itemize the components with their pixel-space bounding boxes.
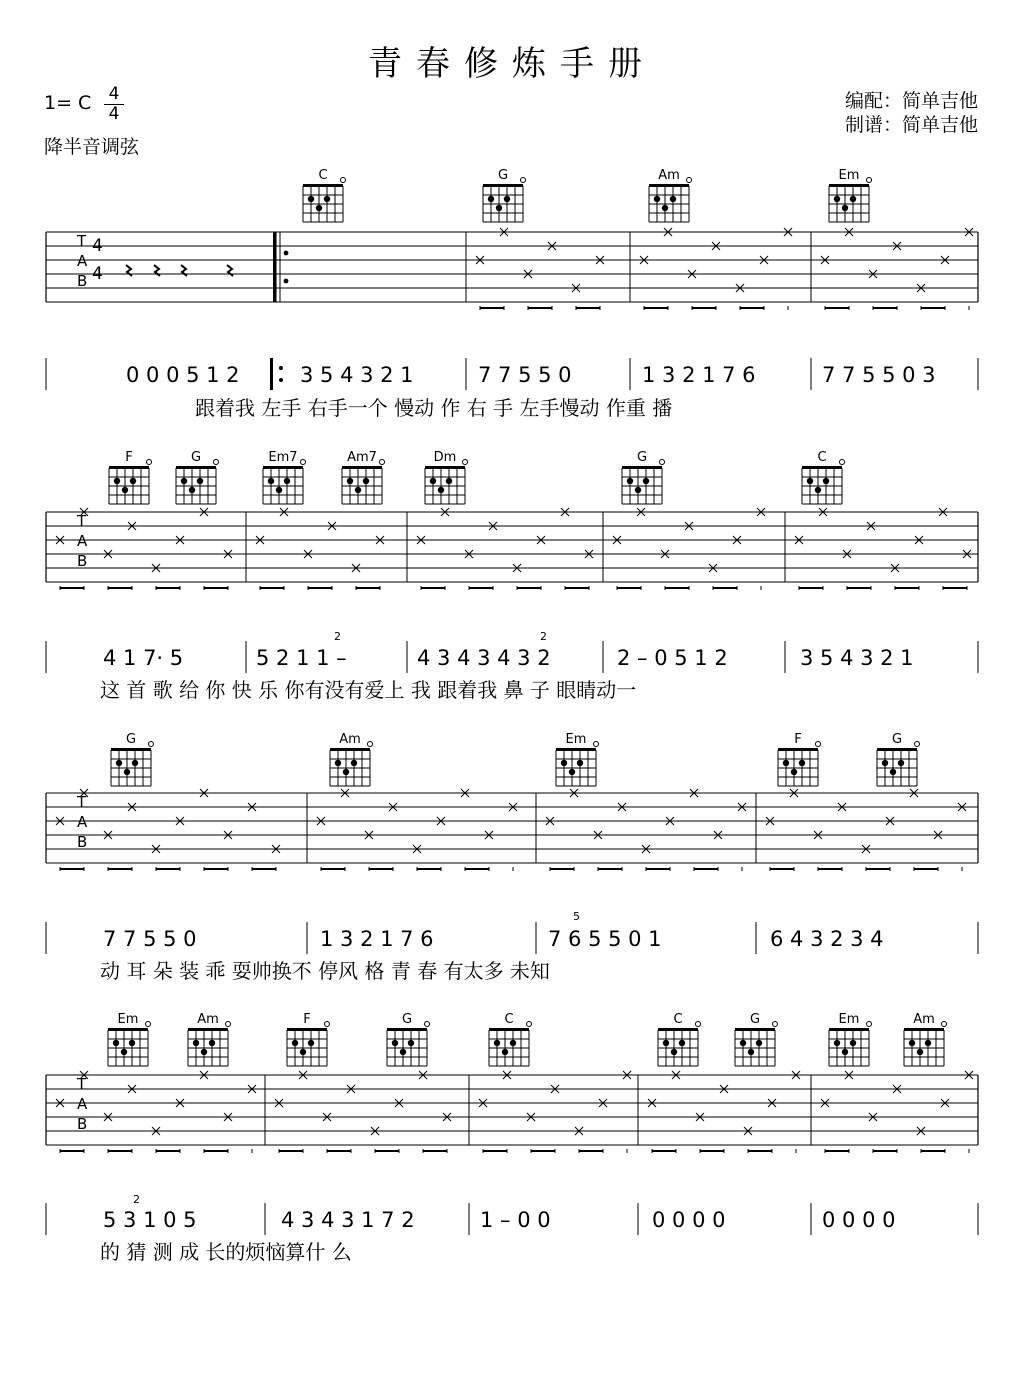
tab-clef-letter: B — [77, 272, 88, 290]
chord-finger-dot — [335, 760, 341, 766]
chord-finger-dot — [116, 760, 122, 766]
chord-finger-dot — [408, 1040, 414, 1046]
tab-clef-letter: B — [77, 833, 88, 851]
chord-name: G — [636, 450, 648, 465]
open-string-marker — [425, 1022, 430, 1027]
chord-finger-dot — [494, 1040, 500, 1046]
jianpu-measure: 1 3 2 1 7 6 — [320, 927, 434, 951]
open-string-marker — [380, 460, 385, 465]
jianpu-measure: 5 3 1 0 5 — [103, 1208, 197, 1232]
chord-finger-dot — [842, 1049, 848, 1055]
chord-diagram — [556, 742, 599, 787]
chord-finger-dot — [823, 478, 829, 484]
chord-finger-dot — [791, 769, 797, 775]
chord-finger-dot — [113, 1040, 119, 1046]
repeat-start-barline — [270, 358, 273, 390]
tab-time-signature: 4 — [92, 264, 103, 284]
chord-name: Am — [197, 1012, 219, 1027]
chord-finger-dot — [308, 1040, 314, 1046]
chord-nut — [263, 466, 303, 469]
tab-clef-letter: T — [77, 512, 87, 530]
chord-diagram — [188, 1022, 231, 1067]
chord-diagram — [425, 460, 468, 505]
chord-finger-dot — [842, 205, 848, 211]
key-signature: 1= C — [44, 92, 92, 114]
chord-finger-dot — [122, 487, 128, 493]
chord-finger-dot — [679, 1040, 685, 1046]
chord-finger-dot — [268, 478, 274, 484]
time-signature-bottom: 4 — [108, 104, 120, 124]
chord-finger-dot — [756, 1040, 762, 1046]
chord-finger-dot — [643, 478, 649, 484]
open-string-marker — [527, 1022, 532, 1027]
chord-nut — [330, 748, 370, 751]
arranger-credit: 编配：简单吉他 — [844, 90, 978, 112]
chord-finger-dot — [909, 1040, 915, 1046]
chord-diagram — [108, 1022, 151, 1067]
chord-finger-dot — [740, 1040, 746, 1046]
chord-finger-dot — [488, 196, 494, 202]
chord-finger-dot — [276, 487, 282, 493]
transcriber-credit: 制谱：简单吉他 — [844, 114, 978, 136]
open-string-marker — [915, 742, 920, 747]
open-string-marker — [226, 1022, 231, 1027]
chord-name: Em — [838, 1012, 860, 1027]
chord-diagram — [109, 460, 152, 505]
jianpu-measure: 5 2 1 1 – — [256, 646, 347, 670]
chord-name: C — [817, 450, 827, 465]
chord-nut — [829, 184, 869, 187]
open-string-marker — [149, 742, 154, 747]
open-string-marker — [341, 178, 346, 183]
chord-finger-dot — [882, 760, 888, 766]
chord-nut — [111, 748, 151, 751]
chord-finger-dot — [663, 1040, 669, 1046]
chord-name: Em — [838, 168, 860, 183]
chord-finger-dot — [496, 205, 502, 211]
grace-note: 2 — [133, 1193, 140, 1206]
chord-finger-dot — [316, 205, 322, 211]
open-string-marker — [146, 1022, 151, 1027]
chord-finger-dot — [510, 1040, 516, 1046]
chord-finger-dot — [783, 760, 789, 766]
jianpu-measure: 1 3 2 1 7 6 — [642, 363, 756, 387]
chord-diagram — [735, 1022, 778, 1067]
chord-name: Dm — [433, 450, 457, 465]
chord-nut — [829, 1028, 869, 1031]
chord-finger-dot — [193, 1040, 199, 1046]
jianpu-measure: 0 0 0 0 — [822, 1208, 896, 1232]
jianpu-measure: 3 5 4 3 2 1 — [300, 363, 414, 387]
chord-nut — [904, 1028, 944, 1031]
chord-finger-dot — [748, 1049, 754, 1055]
jianpu-measure: 4 1 7· 5 — [103, 646, 184, 670]
tab-clef-letter: A — [77, 813, 88, 831]
chord-nut — [483, 184, 523, 187]
tab-clef-letter: B — [77, 552, 88, 570]
chord-diagram — [829, 1022, 872, 1067]
score-system-4 — [46, 1012, 978, 1264]
chord-finger-dot — [132, 760, 138, 766]
chord-nut — [802, 466, 842, 469]
chord-name: G — [190, 450, 202, 465]
chord-finger-dot — [627, 478, 633, 484]
jianpu-measure: 3 5 4 3 2 1 — [800, 646, 914, 670]
open-string-marker — [687, 178, 692, 183]
chord-nut — [649, 184, 689, 187]
open-string-marker — [147, 460, 152, 465]
repeat-dot — [284, 251, 289, 256]
open-string-marker — [867, 1022, 872, 1027]
chord-name: G — [401, 1012, 413, 1027]
chord-diagram — [176, 460, 219, 505]
chord-finger-dot — [355, 487, 361, 493]
chord-finger-dot — [284, 478, 290, 484]
chord-diagram — [111, 742, 154, 787]
chord-diagram — [802, 460, 845, 505]
chord-diagram — [829, 178, 872, 223]
open-string-marker — [521, 178, 526, 183]
open-string-marker — [816, 742, 821, 747]
time-signature-top: 4 — [108, 84, 120, 104]
tuning-note: 降半音调弦 — [44, 136, 140, 158]
chord-diagram — [303, 178, 346, 223]
chord-name: F — [794, 732, 802, 747]
score-system-2 — [46, 450, 978, 702]
chord-diagram — [342, 460, 385, 505]
chord-nut — [176, 466, 216, 469]
chord-diagram — [649, 178, 692, 223]
lyrics-line: 这 首 歌 给 你 快 乐 你有没有爱上 我 跟着我 鼻 子 眼睛动一 — [100, 678, 637, 702]
chord-finger-dot — [834, 196, 840, 202]
grace-note: 2 — [540, 630, 547, 643]
chord-finger-dot — [197, 478, 203, 484]
score-system-3 — [46, 732, 978, 983]
chord-name: C — [673, 1012, 683, 1027]
repeat-start-barline — [273, 232, 277, 302]
chord-name: F — [125, 450, 133, 465]
chord-diagram — [877, 742, 920, 787]
chord-name: Em — [117, 1012, 139, 1027]
jianpu-measure: 6 4 3 2 3 4 — [770, 927, 884, 951]
chord-finger-dot — [662, 205, 668, 211]
chord-nut — [287, 1028, 327, 1031]
open-string-marker — [463, 460, 468, 465]
chord-finger-dot — [502, 1049, 508, 1055]
chord-finger-dot — [850, 196, 856, 202]
chord-finger-dot — [834, 1040, 840, 1046]
chord-nut — [556, 748, 596, 751]
score-title: 青春修炼手册 — [368, 44, 656, 84]
chord-name: Am — [913, 1012, 935, 1027]
open-string-marker — [301, 460, 306, 465]
chord-diagram — [287, 1022, 330, 1067]
chord-name: Em — [565, 732, 587, 747]
chord-nut — [877, 748, 917, 751]
chord-finger-dot — [654, 196, 660, 202]
open-string-marker — [214, 460, 219, 465]
chord-nut — [622, 466, 662, 469]
lyrics-line: 的 猜 测 成 长的烦恼算什 么 — [100, 1240, 352, 1264]
chord-name: Em7 — [268, 450, 298, 465]
jianpu-measure: 0 0 0 0 — [652, 1208, 726, 1232]
jianpu-measure: 0 0 0 5 1 2 — [126, 363, 240, 387]
repeat-dot — [279, 366, 283, 370]
chord-name: G — [125, 732, 137, 747]
jianpu-measure: 7 7 5 5 0 3 — [822, 363, 936, 387]
chord-finger-dot — [121, 1049, 127, 1055]
tab-clef-letter: A — [77, 1095, 88, 1113]
repeat-dot — [284, 279, 289, 284]
chord-finger-dot — [807, 478, 813, 484]
tab-clef-letter: T — [77, 232, 87, 250]
chord-finger-dot — [890, 769, 896, 775]
jianpu-measure: 2 – 0 5 1 2 — [617, 646, 728, 670]
jianpu-measure: 7 7 5 5 0 — [103, 927, 197, 951]
chord-finger-dot — [898, 760, 904, 766]
chord-finger-dot — [430, 478, 436, 484]
chord-finger-dot — [300, 1049, 306, 1055]
chord-finger-dot — [392, 1040, 398, 1046]
chord-diagram — [658, 1022, 701, 1067]
open-string-marker — [840, 460, 845, 465]
chord-finger-dot — [343, 769, 349, 775]
chord-diagram — [483, 178, 526, 223]
score-system-1 — [46, 168, 978, 420]
open-string-marker — [696, 1022, 701, 1027]
chord-nut — [303, 184, 343, 187]
chord-finger-dot — [324, 196, 330, 202]
chord-finger-dot — [670, 196, 676, 202]
tab-clef-letter: T — [77, 1075, 87, 1093]
chord-name: G — [749, 1012, 761, 1027]
chord-diagram — [387, 1022, 430, 1067]
chord-finger-dot — [129, 1040, 135, 1046]
tab-clef-letter: A — [77, 252, 88, 270]
chord-finger-dot — [635, 487, 641, 493]
grace-note: 5 — [573, 910, 580, 923]
chord-nut — [425, 466, 465, 469]
tab-time-signature: 4 — [92, 236, 103, 256]
jianpu-measure: 4 3 4 3 4 3 2 — [417, 646, 551, 670]
chord-nut — [188, 1028, 228, 1031]
chord-finger-dot — [181, 478, 187, 484]
chord-diagram — [330, 742, 373, 787]
chord-finger-dot — [400, 1049, 406, 1055]
chord-finger-dot — [925, 1040, 931, 1046]
chord-name: Am — [658, 168, 680, 183]
tab-clef-letter: B — [77, 1115, 88, 1133]
chord-name: Am — [339, 732, 361, 747]
repeat-dot — [279, 378, 283, 382]
chord-finger-dot — [189, 487, 195, 493]
chord-finger-dot — [347, 478, 353, 484]
open-string-marker — [594, 742, 599, 747]
chord-finger-dot — [130, 478, 136, 484]
chord-finger-dot — [308, 196, 314, 202]
tab-clef-letter: T — [77, 793, 87, 811]
grace-note: 2 — [334, 630, 341, 643]
chord-finger-dot — [446, 478, 452, 484]
chord-finger-dot — [569, 769, 575, 775]
open-string-marker — [325, 1022, 330, 1027]
open-string-marker — [660, 460, 665, 465]
chord-nut — [735, 1028, 775, 1031]
chord-nut — [658, 1028, 698, 1031]
chord-finger-dot — [577, 760, 583, 766]
jianpu-measure: 7 7 5 5 0 — [478, 363, 572, 387]
jianpu-measure: 4 3 4 3 1 7 2 — [281, 1208, 415, 1232]
chord-finger-dot — [209, 1040, 215, 1046]
tab-clef-letter: A — [77, 532, 88, 550]
chord-name: F — [303, 1012, 311, 1027]
chord-finger-dot — [671, 1049, 677, 1055]
chord-name: C — [318, 168, 328, 183]
chord-finger-dot — [438, 487, 444, 493]
open-string-marker — [942, 1022, 947, 1027]
chord-finger-dot — [917, 1049, 923, 1055]
jianpu-measure: 7 6 5 5 0 1 — [548, 927, 662, 951]
chord-nut — [778, 748, 818, 751]
chord-diagram — [263, 460, 306, 505]
chord-finger-dot — [561, 760, 567, 766]
chord-diagram — [622, 460, 665, 505]
open-string-marker — [773, 1022, 778, 1027]
chord-diagram — [778, 742, 821, 787]
open-string-marker — [867, 178, 872, 183]
chord-finger-dot — [201, 1049, 207, 1055]
chord-finger-dot — [114, 478, 120, 484]
chord-nut — [387, 1028, 427, 1031]
lyrics-line: 跟着我 左手 右手一个 慢动 作 右 手 左手慢动 作重 播 — [195, 396, 673, 420]
chord-finger-dot — [124, 769, 130, 775]
chord-finger-dot — [504, 196, 510, 202]
chord-diagram — [904, 1022, 947, 1067]
chord-finger-dot — [292, 1040, 298, 1046]
chord-finger-dot — [815, 487, 821, 493]
chord-nut — [109, 466, 149, 469]
chord-nut — [108, 1028, 148, 1031]
chord-name: G — [497, 168, 509, 183]
chord-nut — [489, 1028, 529, 1031]
open-string-marker — [368, 742, 373, 747]
chord-diagram — [489, 1022, 532, 1067]
chord-finger-dot — [363, 478, 369, 484]
lyrics-line: 动 耳 朵 装 乖 耍帅换不 停风 格 青 春 有太多 未知 — [100, 959, 550, 983]
chord-finger-dot — [799, 760, 805, 766]
chord-name: Am7 — [347, 450, 377, 465]
chord-nut — [342, 466, 382, 469]
chord-finger-dot — [351, 760, 357, 766]
chord-name: G — [891, 732, 903, 747]
chord-name: C — [504, 1012, 514, 1027]
chord-finger-dot — [850, 1040, 856, 1046]
jianpu-measure: 1 – 0 0 — [480, 1208, 551, 1232]
